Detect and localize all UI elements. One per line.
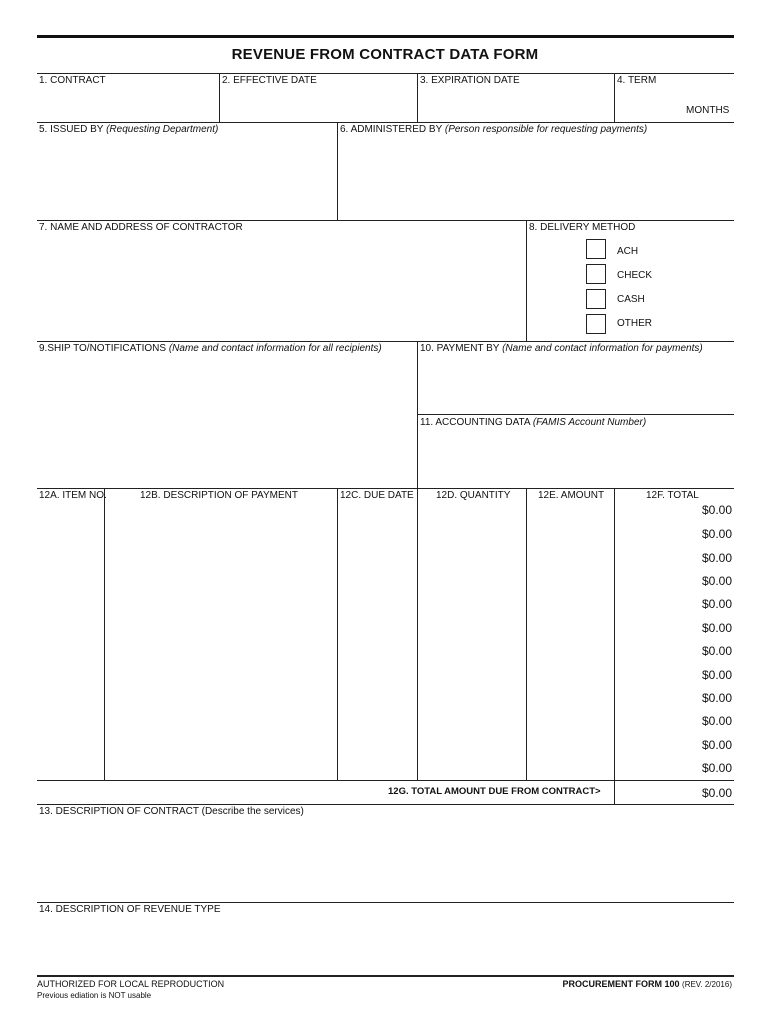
- rule-row2-top: [37, 122, 734, 123]
- ship-to-label: 9.SHIP TO/NOTIFICATIONS (Name and contact information for all recipients): [39, 343, 382, 354]
- rule-row3-top: [37, 220, 734, 221]
- item-no-header: 12A. ITEM NO.: [39, 490, 107, 501]
- cash-label: CASH: [617, 294, 645, 305]
- form-title: REVENUE FROM CONTRACT DATA FORM: [231, 46, 539, 63]
- description-header: 12B. DESCRIPTION OF PAYMENT: [140, 490, 298, 501]
- rule-table-top: [37, 488, 734, 489]
- line-total: $0.00: [701, 527, 732, 541]
- revenue-type-label: 14. DESCRIPTION OF REVENUE TYPE: [39, 904, 221, 915]
- rule-description-top: [37, 804, 734, 805]
- rule-row1-top: [37, 73, 734, 74]
- quantity-header: 12D. QUANTITY: [436, 490, 511, 501]
- divider: [104, 488, 105, 780]
- check-label: CHECK: [617, 270, 653, 281]
- line-total: $0.00: [701, 738, 732, 752]
- line-total: $0.00: [701, 621, 732, 635]
- previous-edition-text: Previous ediation is NOT usable: [37, 991, 152, 1000]
- administered-by-label: 6. ADMINISTERED BY (Person responsible for requesting payments): [340, 124, 648, 135]
- ach-checkbox[interactable]: [586, 239, 606, 259]
- divider: [526, 488, 527, 780]
- line-total: $0.00: [701, 503, 732, 517]
- rule-accounting-top: [417, 414, 734, 415]
- rule-revenue-top: [37, 902, 734, 903]
- form-revision: (REV. 2/2016): [682, 980, 732, 989]
- form-name: PROCUREMENT FORM 100: [562, 979, 680, 989]
- rule-footer: [37, 975, 734, 977]
- ach-label: ACH: [617, 246, 639, 257]
- other-checkbox[interactable]: [586, 314, 606, 334]
- line-total: $0.00: [701, 574, 732, 588]
- expiration-date-label: 3. EXPIRATION DATE: [420, 75, 520, 86]
- line-total: $0.00: [701, 691, 732, 705]
- delivery-method-label: 8. DELIVERY METHOD: [529, 222, 636, 233]
- line-total: $0.00: [701, 761, 732, 775]
- line-total: $0.00: [701, 551, 732, 565]
- divider: [219, 73, 220, 122]
- check-checkbox[interactable]: [586, 264, 606, 284]
- top-rule: [37, 35, 734, 38]
- form-id: [563, 979, 733, 989]
- total-header: 12F. TOTAL: [646, 490, 699, 501]
- effective-date-label: 2. EFFECTIVE DATE: [222, 75, 317, 86]
- term-label: 4. TERM: [617, 75, 657, 86]
- other-label: OTHER: [617, 318, 652, 329]
- divider: [526, 220, 527, 341]
- grand-total-label: 12G. TOTAL AMOUNT DUE FROM CONTRACT>: [388, 786, 601, 797]
- description-of-contract-label: 13. DESCRIPTION OF CONTRACT (Describe the services): [39, 806, 304, 817]
- divider: [417, 73, 418, 122]
- authorized-text: AUTHORIZED FOR LOCAL REPRODUCTION: [37, 979, 225, 989]
- divider: [614, 488, 615, 804]
- line-total: $0.00: [701, 597, 732, 611]
- accounting-label: 11. ACCOUNTING DATA (FAMIS Account Number): [420, 417, 647, 428]
- rule-table-bottom: [37, 780, 734, 781]
- divider: [417, 488, 418, 780]
- due-date-header: 12C. DUE DATE: [340, 490, 414, 501]
- grand-total-value: $0.00: [701, 786, 732, 800]
- rule-row4-top: [37, 341, 734, 342]
- divider: [337, 122, 338, 220]
- contract-label: 1. CONTRACT: [39, 75, 106, 86]
- line-total: $0.00: [701, 714, 732, 728]
- term-unit-label: MONTHS: [686, 105, 730, 116]
- divider: [614, 73, 615, 122]
- contractor-label: 7. NAME AND ADDRESS OF CONTRACTOR: [39, 222, 243, 233]
- amount-header: 12E. AMOUNT: [538, 490, 605, 501]
- divider: [337, 488, 338, 780]
- issued-by-label: 5. ISSUED BY (Requesting Department): [39, 124, 219, 135]
- cash-checkbox[interactable]: [586, 289, 606, 309]
- payment-by-label: 10. PAYMENT BY (Name and contact information for payments): [420, 343, 703, 354]
- line-total: $0.00: [701, 668, 732, 682]
- line-total: $0.00: [701, 644, 732, 658]
